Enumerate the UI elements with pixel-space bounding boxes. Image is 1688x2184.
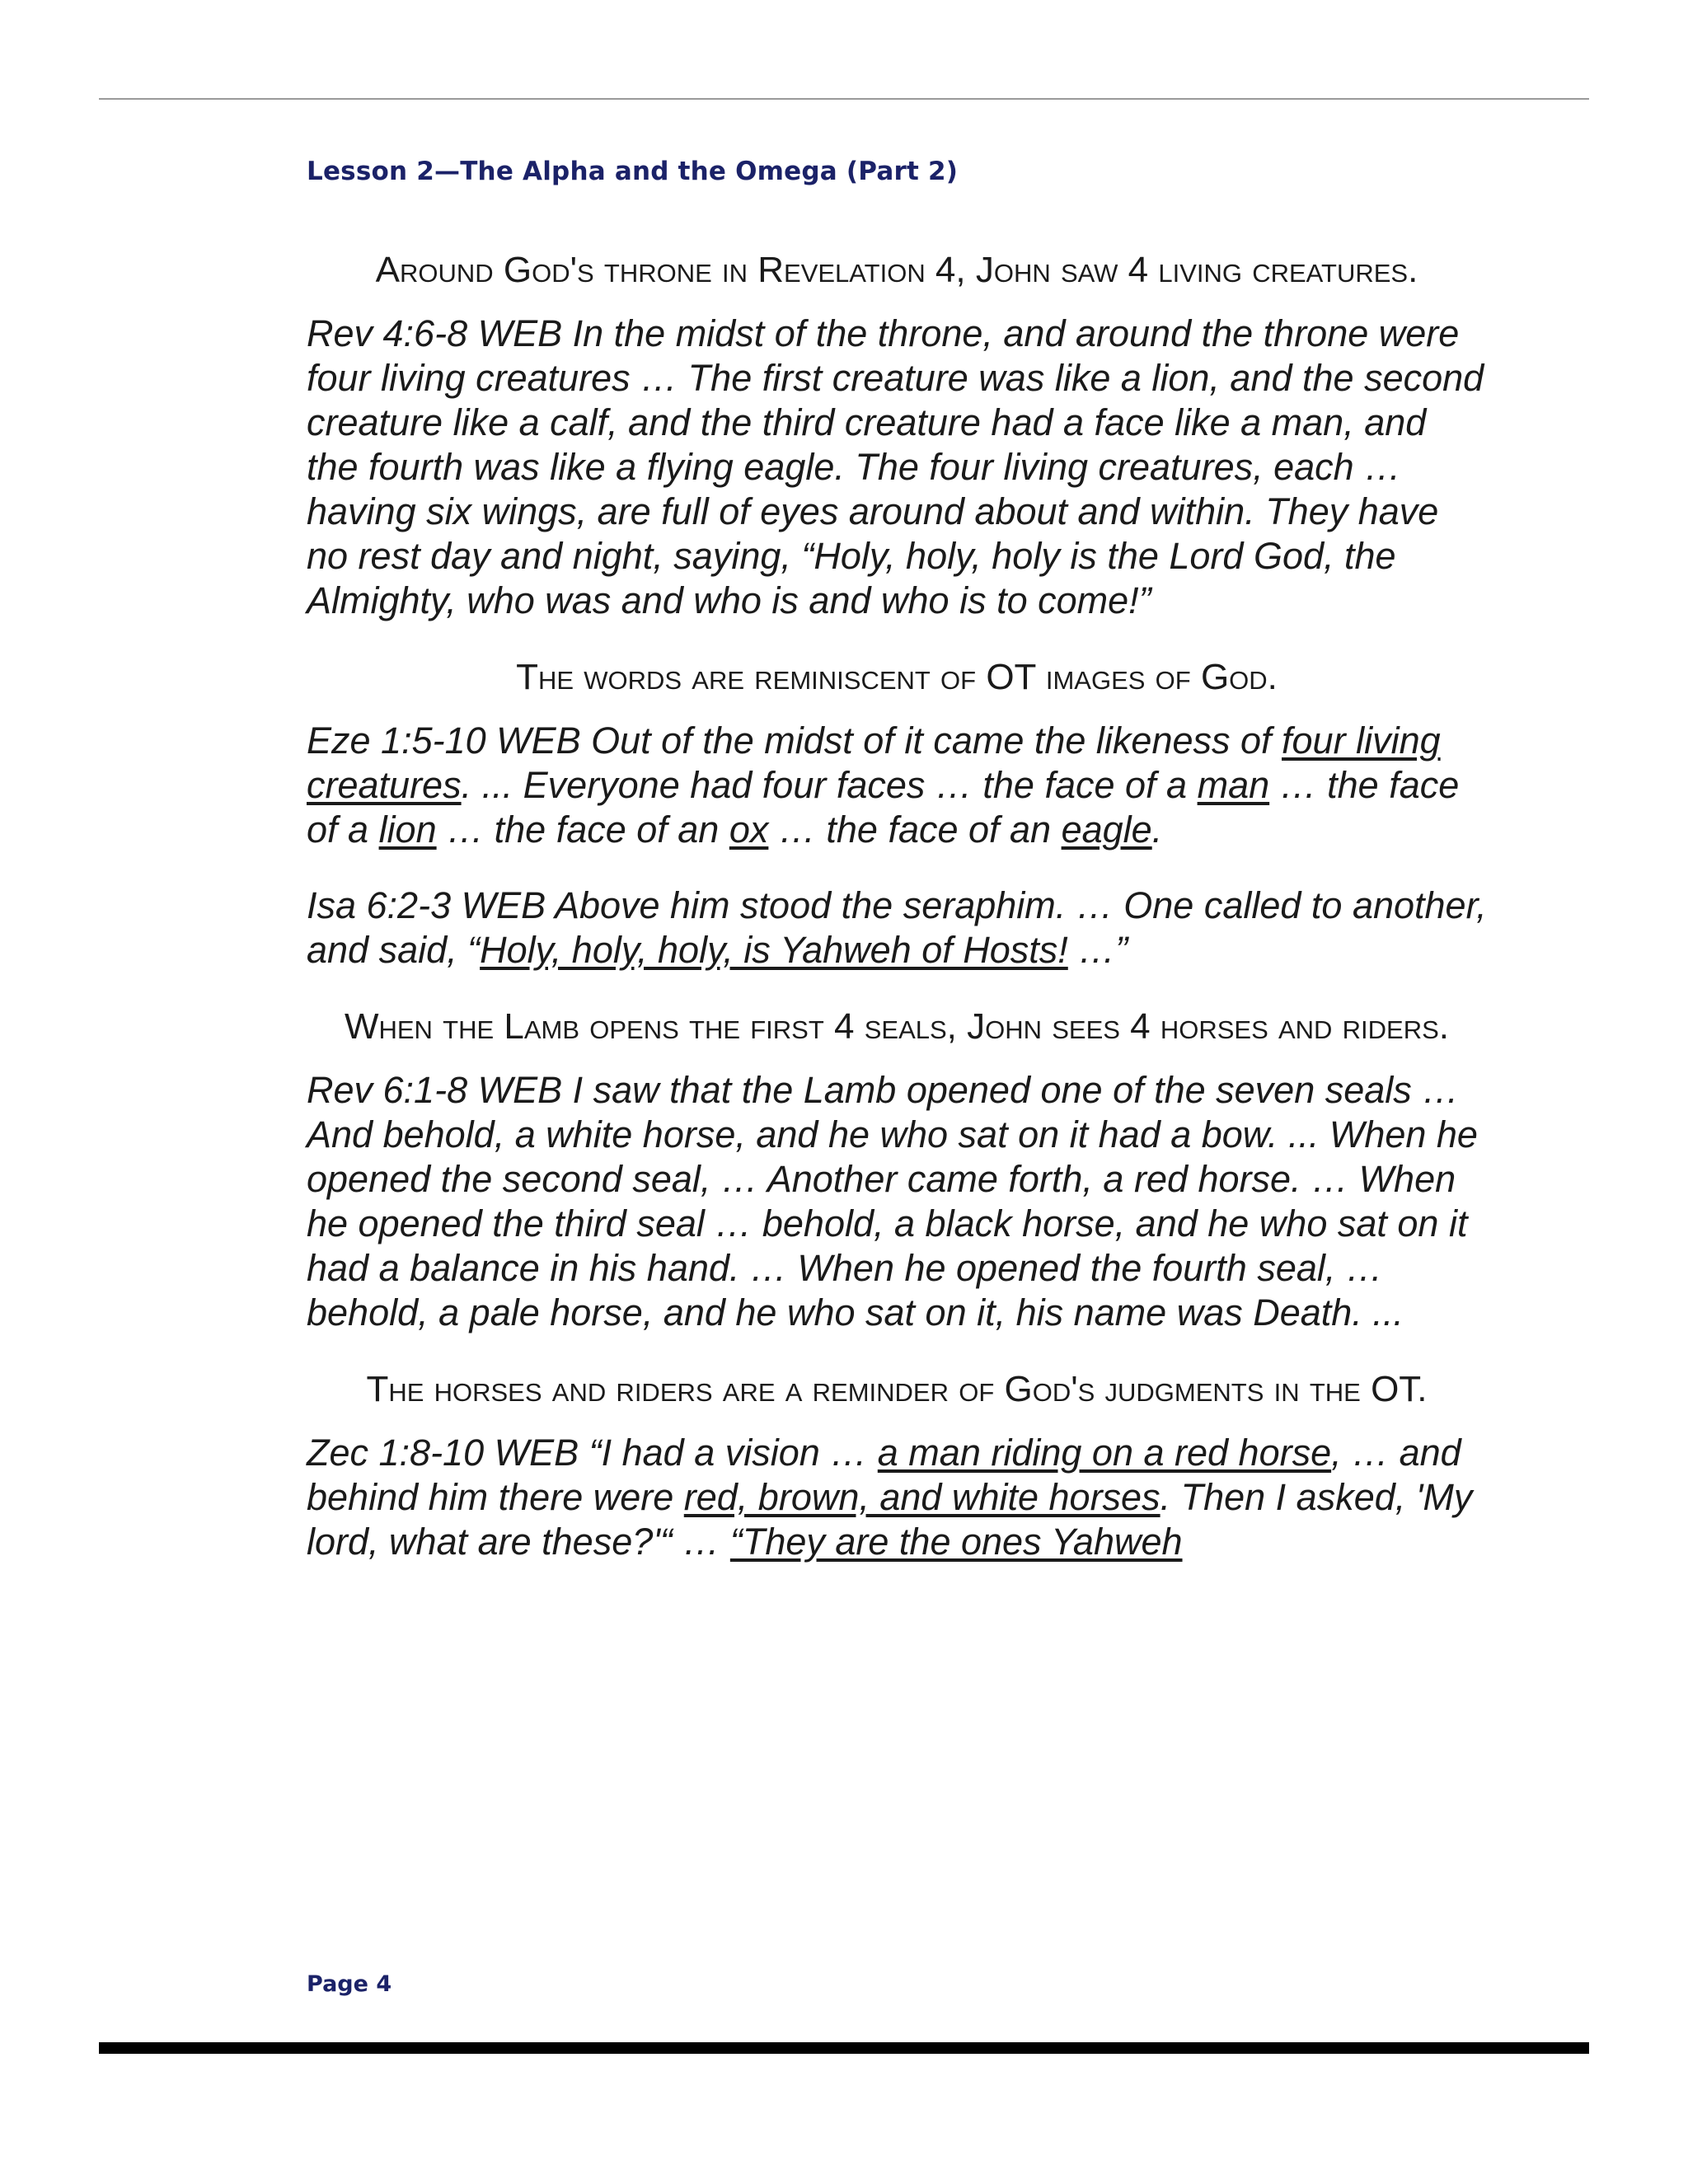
underlined-phrase: Holy, holy, holy, is Yahweh of Hosts!	[480, 929, 1068, 971]
quote-text: …”	[1067, 929, 1128, 971]
section-heading: Around God's throne in Revelation 4, John saw 4 living creatures.	[375, 250, 1418, 290]
bottom-divider	[99, 2042, 1589, 2054]
scripture-quote-eze-1	[307, 719, 1487, 852]
quote-text: Eze 1:5-10 WEB Out of the midst of it came the likeness of	[307, 719, 1282, 762]
quote-text: … the face of an	[436, 808, 729, 851]
quote-text: .	[1151, 808, 1163, 851]
quote-text: Rev 4:6-8 WEB In the midst of the throne, and around the throne were four living creatures … The first creature was like a lion, and the second creature like a calf, and the third creature had a face like a man, and the fourth was like a flying eagle. The four living creatures, each … having six wings, are full of eyes around about and within. They have no rest day and night, saying, “Holy, holy, holy is the Lord God, the Almighty, who was and who is and who is to come!”	[307, 312, 1484, 621]
underlined-phrase: ox	[729, 808, 769, 851]
scripture-quote-isa-6	[307, 883, 1487, 972]
section-heading: When the Lamb opens the first 4 seals, John sees 4 horses and riders.	[344, 1006, 1450, 1047]
underlined-phrase: eagle	[1061, 808, 1152, 851]
page-number: Page 4	[307, 1971, 392, 1997]
underlined-phrase: man	[1197, 764, 1270, 806]
underlined-phrase: a man riding on a red horse	[877, 1432, 1332, 1474]
quote-text: Zec 1:8-10 WEB “I had a vision …	[307, 1432, 878, 1474]
quote-text: . Then I asked, 'My lord, what are these?'“ …	[307, 1476, 1473, 1563]
top-divider	[99, 98, 1589, 100]
underlined-phrase: lion	[378, 808, 437, 851]
underlined-phrase: red, brown, and white horses	[683, 1476, 1160, 1518]
quote-text: , … and behind him there were	[307, 1432, 1461, 1518]
section-heading: The words are reminiscent of OT images of God.	[516, 657, 1278, 697]
page-content	[307, 247, 1487, 1596]
scripture-quote-zec-1	[307, 1431, 1487, 1564]
underlined-phrase: four living creatures	[307, 719, 1441, 806]
quote-text: … the face of an	[768, 808, 1062, 851]
quote-text: … the face of a	[307, 764, 1460, 851]
scripture-quote-rev-6	[307, 1068, 1487, 1335]
quote-text: Isa 6:2-3 WEB Above him stood the seraphim. … One called to another, and said, “	[307, 884, 1487, 971]
lesson-title: Lesson 2—The Alpha and the Omega (Part 2)	[307, 157, 959, 186]
section-heading: The horses and riders are a reminder of God's judgments in the OT.	[366, 1369, 1428, 1409]
underlined-phrase: “They are the ones Yahweh	[729, 1521, 1183, 1563]
quote-text: Rev 6:1-8 WEB I saw that the Lamb opened one of the seven seals … And behold, a white horse, and he who sat on it had a bow. ... When he opened the second seal, … Another came forth, a red horse. … When he opened the third seal … behold, a black horse, and he who sat on it had a balance in his hand. … When he opened the fourth seal, … behold, a pale horse, and he who sat on it, his name was Death. ...	[307, 1069, 1478, 1333]
scripture-quote-rev-4	[307, 312, 1487, 623]
quote-text: . ... Everyone had four faces … the face of a	[461, 764, 1198, 806]
